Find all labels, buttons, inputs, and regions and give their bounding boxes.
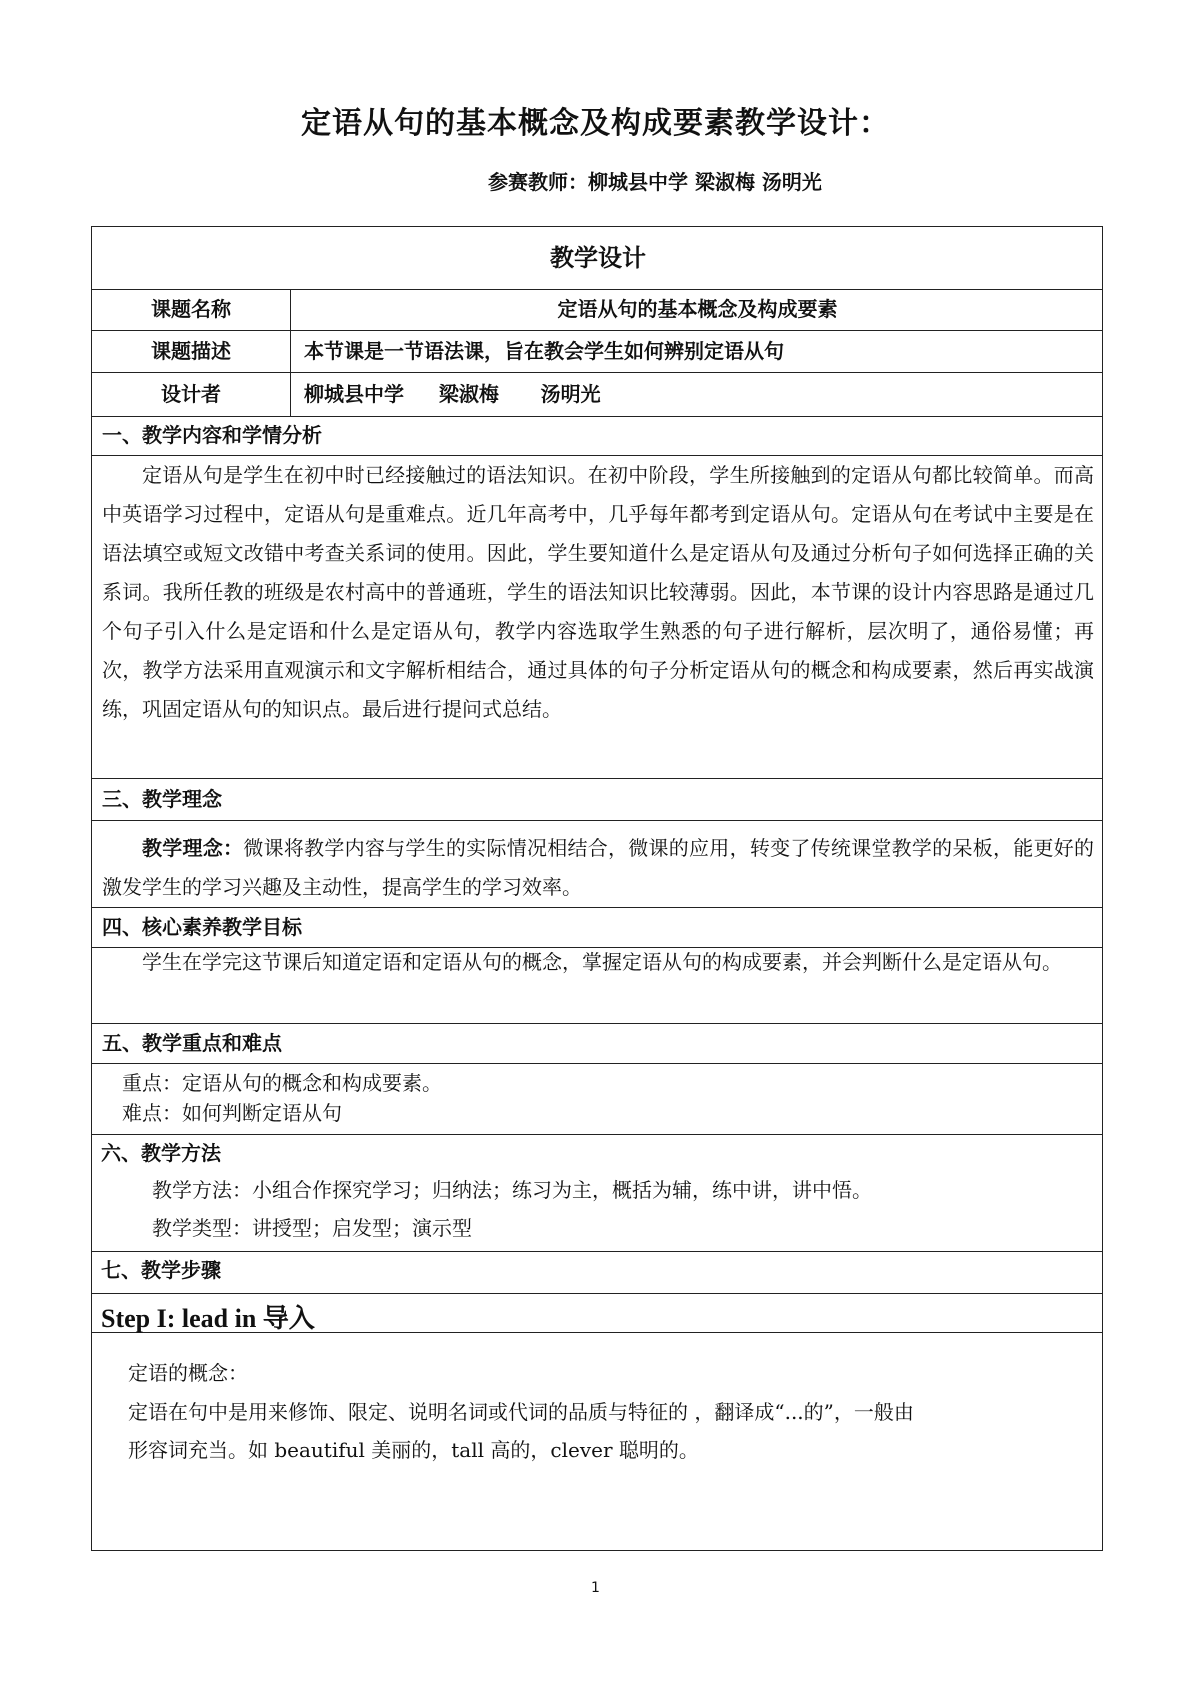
row-label: 设计者 [161, 382, 221, 406]
section-body: 定语从句是学生在初中时已经接触过的语法知识。在初中阶段，学生所接触到的定语从句都比较简单。而高中英语学习过程中，定语从句是重难点。近几年高考中，几乎每年都考到定语从句。定语从句在考试中主要是在语法填空或短文改错中考查关系词的使用。因此，学生要知道什么是定语从句及通过分析句子如何选择正确的关系词。我所任教的班级是农村高中的普通班，学生的语法知识比较薄弱。因此，本节课的设计内容思路是通过几个句子引入什么是定语和什么是定语从句，教学内容选取学生熟悉的句子进行解析，层次明了，通俗易懂；再次，教学方法采用直观演示和文字解析相结合，通过具体的句子分析定语从句的概念和构成要素，然后再实战演练，巩固定语从句的知识点。最后进行提问式总结。 [102, 463, 1094, 721]
row-divider [92, 1063, 1102, 1064]
row-divider [92, 1251, 1102, 1252]
authors-line: 参赛教师：柳城县中学 梁淑梅 汤明光 [488, 170, 822, 194]
step-title: Step I: lead in 导入 [101, 1304, 315, 1333]
row-label: 课题描述 [151, 339, 231, 363]
row-divider [92, 1134, 1102, 1135]
lesson-design-table [91, 226, 1103, 1551]
row-label: 课题名称 [151, 297, 231, 321]
difficult-point: 难点：如何判断定语从句 [122, 1101, 342, 1125]
key-point: 重点：定语从句的概念和构成要素。 [122, 1071, 442, 1095]
row-value: 柳城县中学 梁淑梅 汤明光 [304, 382, 601, 406]
section-body-text: 微课将教学内容与学生的实际情况相结合，微课的应用，转变了传统课堂教学的呆板，能更好的激发学生的学习兴趣及主动性，提高学生的学习效率。 [102, 836, 1095, 899]
section-heading: 三、教学理念 [102, 787, 222, 811]
section-heading: 一、教学内容和学情分析 [102, 423, 322, 447]
section-heading: 四、核心素养教学目标 [102, 915, 302, 939]
section-heading: 五、教学重点和难点 [102, 1031, 282, 1055]
row-value: 定语从句的基本概念及构成要素 [557, 297, 838, 321]
teaching-method: 教学方法：小组合作探究学习；归纳法；练习为主，概括为辅，练中讲，讲中悟。 [152, 1178, 872, 1202]
row-divider [92, 820, 1102, 821]
row-value: 本节课是一节语法课，旨在教会学生如何辨别定语从句 [304, 339, 784, 363]
concept-label: 定语的概念： [128, 1361, 248, 1385]
concept-text: 形容词充当。如 beautiful 美丽的，tall 高的，clever 聪明的。 [128, 1438, 699, 1462]
section-body: 学生在学完这节课后知道定语和定语从句的概念，掌握定语从句的构成要素，并会判断什么是定语从句。 [142, 950, 1062, 974]
row-divider [92, 778, 1102, 779]
teaching-types: 教学类型：讲授型；启发型；演示型 [152, 1216, 472, 1240]
page-number: 1 [591, 1580, 600, 1596]
section-body [102, 829, 1094, 907]
concept-text: 定语在句中是用来修饰、限定、说明名词或代词的品质与特征的 ，翻译成“...的”，一般由 [128, 1400, 914, 1424]
table-header: 教学设计 [550, 244, 646, 272]
section-heading: 六、教学方法 [101, 1141, 221, 1165]
section-heading: 七、教学步骤 [101, 1258, 221, 1282]
section-lead: 教学理念： [142, 836, 244, 860]
document-title: 定语从句的基本概念及构成要素教学设计： [301, 106, 890, 141]
row-divider [92, 1293, 1102, 1294]
